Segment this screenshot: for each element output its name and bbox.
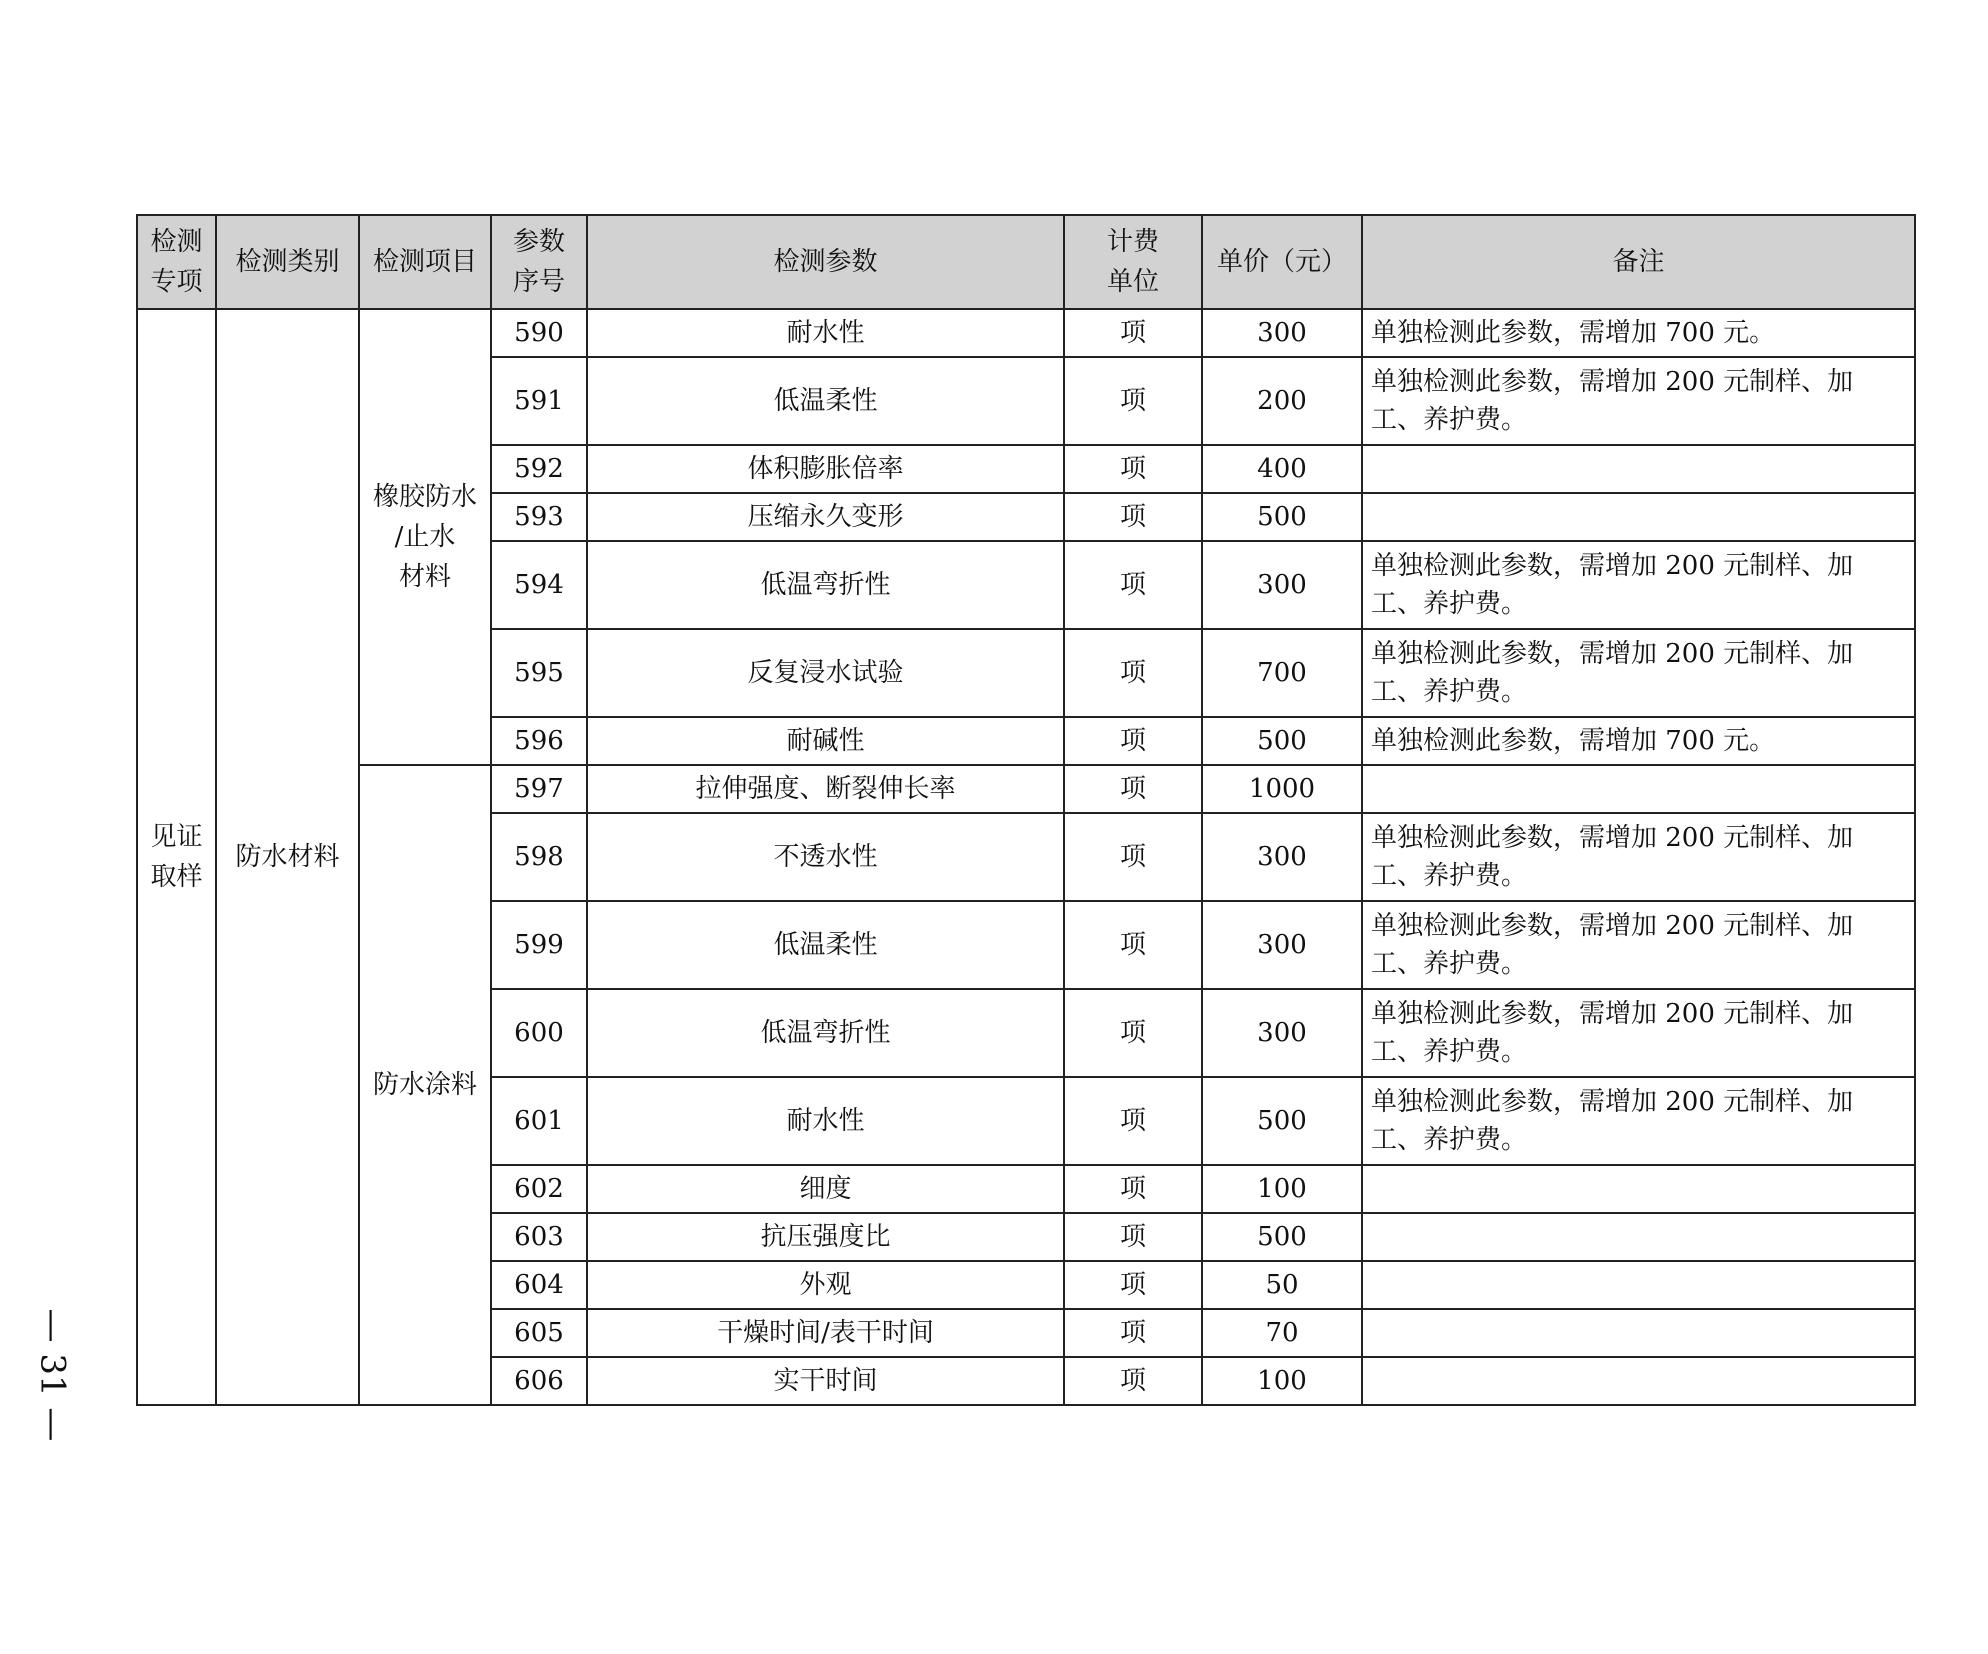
cell-param: 低温弯折性 xyxy=(587,541,1064,629)
header-category: 检测类别 xyxy=(216,215,359,309)
group-category: 防水材料 xyxy=(216,309,359,1405)
cell-param: 压缩永久变形 xyxy=(587,493,1064,541)
cell-price: 200 xyxy=(1202,357,1362,445)
cell-price: 300 xyxy=(1202,989,1362,1077)
header-special: 检测 专项 xyxy=(137,215,216,309)
cell-price: 70 xyxy=(1202,1309,1362,1357)
cell-param: 耐水性 xyxy=(587,1077,1064,1165)
cell-remark xyxy=(1362,1357,1915,1405)
cell-seq: 598 xyxy=(491,813,587,901)
cell-remark: 单独检测此参数，需增加 200 元制样、加工、养护费。 xyxy=(1362,813,1915,901)
cell-param: 外观 xyxy=(587,1261,1064,1309)
cell-unit: 项 xyxy=(1064,989,1202,1077)
cell-seq: 597 xyxy=(491,765,587,813)
cell-price: 100 xyxy=(1202,1165,1362,1213)
cell-price: 50 xyxy=(1202,1261,1362,1309)
group-special: 见证 取样 xyxy=(137,309,216,1405)
header-unit: 计费 单位 xyxy=(1064,215,1202,309)
cell-price: 500 xyxy=(1202,493,1362,541)
cell-seq: 602 xyxy=(491,1165,587,1213)
table-row xyxy=(137,309,1915,357)
header-item: 检测项目 xyxy=(359,215,491,309)
cell-unit: 项 xyxy=(1064,445,1202,493)
cell-param: 反复浸水试验 xyxy=(587,629,1064,717)
cell-unit: 项 xyxy=(1064,813,1202,901)
cell-price: 1000 xyxy=(1202,765,1362,813)
cell-seq: 599 xyxy=(491,901,587,989)
header-seq: 参数 序号 xyxy=(491,215,587,309)
cell-param: 低温弯折性 xyxy=(587,989,1064,1077)
cell-seq: 590 xyxy=(491,309,587,357)
cell-unit: 项 xyxy=(1064,541,1202,629)
cell-unit: 项 xyxy=(1064,357,1202,445)
cell-seq: 604 xyxy=(491,1261,587,1309)
cell-param: 干燥时间/表干时间 xyxy=(587,1309,1064,1357)
cell-param: 耐碱性 xyxy=(587,717,1064,765)
header-remark: 备注 xyxy=(1362,215,1915,309)
cell-unit: 项 xyxy=(1064,309,1202,357)
cell-seq: 600 xyxy=(491,989,587,1077)
cell-price: 300 xyxy=(1202,901,1362,989)
cell-unit: 项 xyxy=(1064,493,1202,541)
cell-seq: 594 xyxy=(491,541,587,629)
cell-unit: 项 xyxy=(1064,901,1202,989)
cell-remark: 单独检测此参数，需增加 200 元制样、加工、养护费。 xyxy=(1362,901,1915,989)
cell-remark: 单独检测此参数，需增加 200 元制样、加工、养护费。 xyxy=(1362,541,1915,629)
group-item-coating: 防水涂料 xyxy=(359,765,491,1405)
page-number xyxy=(22,1300,82,1450)
cell-unit: 项 xyxy=(1064,1077,1202,1165)
header-price: 单价（元） xyxy=(1202,215,1362,309)
header-row xyxy=(137,215,1915,309)
cell-remark: 单独检测此参数，需增加 200 元制样、加工、养护费。 xyxy=(1362,989,1915,1077)
cell-seq: 595 xyxy=(491,629,587,717)
cell-remark xyxy=(1362,1165,1915,1213)
cell-price: 500 xyxy=(1202,1213,1362,1261)
cell-unit: 项 xyxy=(1064,1309,1202,1357)
cell-param: 抗压强度比 xyxy=(587,1213,1064,1261)
cell-remark: 单独检测此参数，需增加 700 元。 xyxy=(1362,309,1915,357)
cell-remark xyxy=(1362,765,1915,813)
cell-seq: 596 xyxy=(491,717,587,765)
cell-param: 耐水性 xyxy=(587,309,1064,357)
cell-seq: 603 xyxy=(491,1213,587,1261)
page-number-text: — 31 — xyxy=(32,1308,73,1442)
cell-seq: 606 xyxy=(491,1357,587,1405)
cell-remark: 单独检测此参数，需增加 200 元制样、加工、养护费。 xyxy=(1362,357,1915,445)
cell-param: 实干时间 xyxy=(587,1357,1064,1405)
cell-remark: 单独检测此参数，需增加 200 元制样、加工、养护费。 xyxy=(1362,1077,1915,1165)
cell-param: 体积膨胀倍率 xyxy=(587,445,1064,493)
cell-unit: 项 xyxy=(1064,1357,1202,1405)
cell-remark xyxy=(1362,493,1915,541)
cell-remark xyxy=(1362,1213,1915,1261)
cell-remark: 单独检测此参数，需增加 200 元制样、加工、养护费。 xyxy=(1362,629,1915,717)
cell-seq: 593 xyxy=(491,493,587,541)
cell-unit: 项 xyxy=(1064,1261,1202,1309)
cell-unit: 项 xyxy=(1064,717,1202,765)
header-param: 检测参数 xyxy=(587,215,1064,309)
cell-unit: 项 xyxy=(1064,1213,1202,1261)
cell-price: 300 xyxy=(1202,541,1362,629)
cell-price: 400 xyxy=(1202,445,1362,493)
cell-param: 低温柔性 xyxy=(587,901,1064,989)
cell-param: 拉伸强度、断裂伸长率 xyxy=(587,765,1064,813)
cell-price: 300 xyxy=(1202,813,1362,901)
cell-seq: 601 xyxy=(491,1077,587,1165)
cell-param: 不透水性 xyxy=(587,813,1064,901)
cell-seq: 591 xyxy=(491,357,587,445)
cell-param: 低温柔性 xyxy=(587,357,1064,445)
cell-price: 300 xyxy=(1202,309,1362,357)
cell-param: 细度 xyxy=(587,1165,1064,1213)
cell-price: 500 xyxy=(1202,717,1362,765)
group-item-rubber: 橡胶防水 /止水 材料 xyxy=(359,309,491,765)
cell-seq: 592 xyxy=(491,445,587,493)
cell-remark: 单独检测此参数，需增加 700 元。 xyxy=(1362,717,1915,765)
cell-price: 500 xyxy=(1202,1077,1362,1165)
cell-remark xyxy=(1362,1261,1915,1309)
cell-price: 100 xyxy=(1202,1357,1362,1405)
cell-remark xyxy=(1362,1309,1915,1357)
table-row xyxy=(137,765,1915,813)
cell-remark xyxy=(1362,445,1915,493)
fee-table xyxy=(136,214,1916,1406)
cell-unit: 项 xyxy=(1064,629,1202,717)
table-body xyxy=(137,309,1915,1405)
cell-unit: 项 xyxy=(1064,765,1202,813)
cell-seq: 605 xyxy=(491,1309,587,1357)
cell-unit: 项 xyxy=(1064,1165,1202,1213)
cell-price: 700 xyxy=(1202,629,1362,717)
